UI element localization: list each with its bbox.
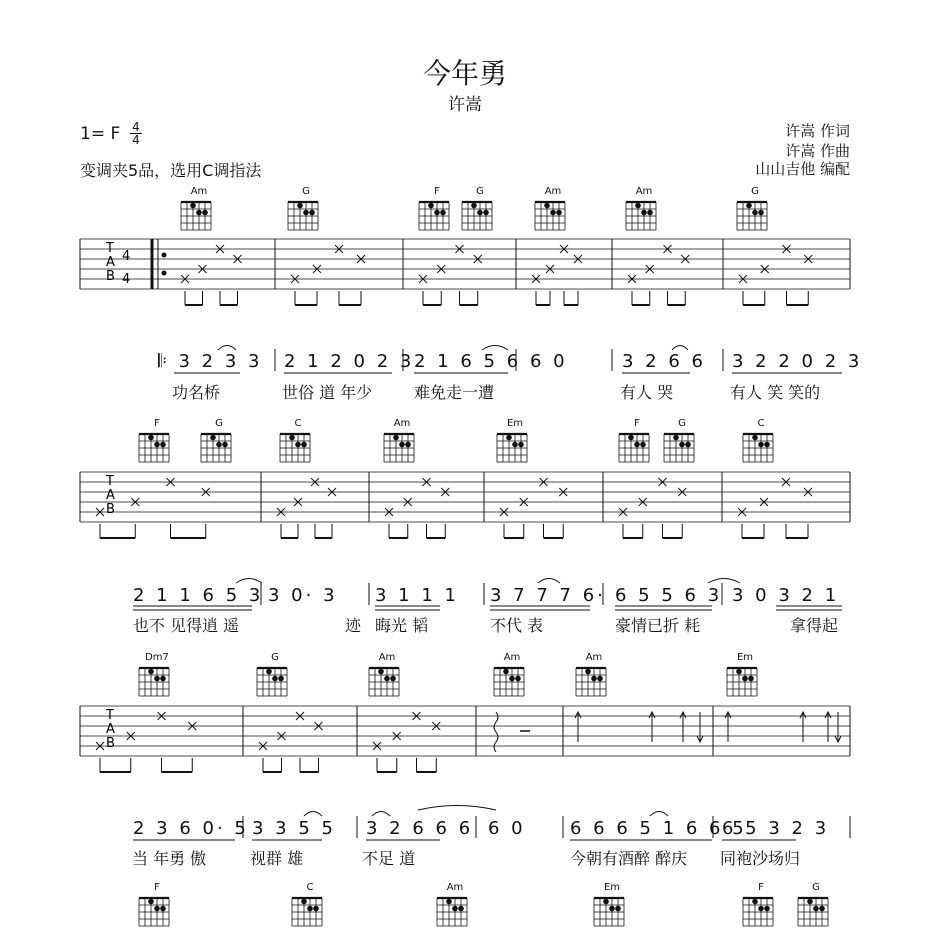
finger-dot <box>641 210 647 216</box>
finger-dot <box>685 442 691 448</box>
chord-name: Am <box>585 652 603 663</box>
tab-clef-letter: B <box>106 502 115 517</box>
finger-dot <box>758 442 764 448</box>
tie-slur <box>708 579 740 584</box>
tie-slur <box>482 346 508 351</box>
chord-name: G <box>812 882 820 893</box>
lyric-line: 同袍沙场归 <box>720 849 801 868</box>
chord-name: G <box>678 418 686 429</box>
finger-dot <box>428 203 434 209</box>
chord-name: Em <box>603 882 621 893</box>
jianpu-measure: 6 0 <box>488 818 526 839</box>
finger-dot <box>190 203 196 209</box>
finger-dot <box>378 669 384 675</box>
chord-diagram <box>737 202 767 230</box>
finger-dot <box>390 676 396 682</box>
chord-name: F <box>758 882 764 893</box>
finger-dot <box>297 203 303 209</box>
tab-clef-letter: T <box>106 241 114 256</box>
chord-name: F <box>154 418 160 429</box>
finger-dot <box>405 442 411 448</box>
finger-dot <box>628 435 634 441</box>
tie-slur <box>218 346 236 351</box>
jianpu-measure: 3 3 5 5 <box>252 818 336 839</box>
finger-dot <box>736 669 742 675</box>
tab-clef-letter: B <box>106 269 115 284</box>
finger-dot <box>301 899 307 905</box>
chord-name: Am <box>503 652 521 663</box>
finger-dot <box>752 210 758 216</box>
tie-slur <box>372 812 390 817</box>
tab-clef-letter: T <box>106 474 114 489</box>
finger-dot <box>440 210 446 216</box>
jianpu-measure: 𝄆 3 2 3 3 <box>158 351 263 372</box>
jianpu-measure: 3 0· 3 <box>268 585 338 606</box>
finger-dot <box>446 899 452 905</box>
jianpu-measure: 2 1 2 0 2 3 <box>284 351 415 372</box>
lyric-line: 难免走一遭 <box>414 383 495 402</box>
chord-diagram <box>437 898 467 926</box>
finger-dot <box>748 676 754 682</box>
chord-name: C <box>294 418 302 429</box>
repeat-dot <box>162 271 167 276</box>
finger-dot <box>303 210 309 216</box>
chord-diagram <box>462 202 492 230</box>
jianpu-measure: 3 2 6 6 <box>622 351 706 372</box>
finger-dot <box>458 906 464 912</box>
chord-diagram <box>664 434 694 462</box>
jianpu-measure: 3 7 7 7 6· <box>490 585 606 606</box>
finger-dot <box>160 442 166 448</box>
finger-dot <box>384 676 390 682</box>
repeat-dot <box>162 253 167 258</box>
jianpu-marks <box>133 346 850 841</box>
finger-dot <box>154 676 160 682</box>
chord-diagram <box>535 202 565 230</box>
jianpu-measure: 6 0 <box>530 351 568 372</box>
finger-dot <box>512 442 518 448</box>
jianpu-measure: 6 6 6 5 1 6 6 5 <box>570 818 747 839</box>
finger-dot <box>399 442 405 448</box>
chord-name: F <box>434 186 440 197</box>
finger-dot <box>278 676 284 682</box>
tab-clef-letter: A <box>106 722 115 737</box>
finger-dot <box>550 210 556 216</box>
finger-dot <box>313 906 319 912</box>
finger-dot <box>148 435 154 441</box>
tab-staff-3 <box>80 706 850 772</box>
finger-dot <box>673 435 679 441</box>
jianpu-measure: 2 1 6 5 6 <box>414 351 522 372</box>
jianpu-measure: 6 5 3 2 3 <box>722 818 830 839</box>
finger-dot <box>307 906 313 912</box>
finger-dot <box>591 676 597 682</box>
finger-dot <box>301 442 307 448</box>
chord-name: Am <box>190 186 208 197</box>
chord-diagrams <box>139 202 828 926</box>
finger-dot <box>556 210 562 216</box>
finger-dot <box>477 210 483 216</box>
finger-dot <box>746 203 752 209</box>
finger-dot <box>752 435 758 441</box>
chord-name: Am <box>393 418 411 429</box>
finger-dot <box>640 442 646 448</box>
finger-dot <box>160 676 166 682</box>
chord-diagram <box>626 202 656 230</box>
finger-dot <box>752 899 758 905</box>
jianpu-measure: 2 1 1 6 5 3 <box>133 585 264 606</box>
credit-arranger: 山山吉他 编配 <box>755 160 850 178</box>
chord-name: Am <box>635 186 653 197</box>
tie-slur <box>650 812 668 817</box>
capo-note: 变调夹5品，选用C调指法 <box>80 161 262 180</box>
lyric-line: 不代 表 <box>490 616 544 635</box>
tab-clef-letter: A <box>106 255 115 270</box>
lyric-line: 也不 见得逍 遥 <box>133 616 240 635</box>
tab-staves <box>80 239 850 772</box>
tab-staff-1 <box>80 239 850 305</box>
time-signature-top: 4 <box>132 120 140 134</box>
chord-diagram <box>201 434 231 462</box>
finger-dot <box>506 435 512 441</box>
finger-dot <box>635 203 641 209</box>
jianpu-measure: 3 2 2 0 2 3 <box>732 351 863 372</box>
chord-diagram <box>727 668 757 696</box>
finger-dot <box>819 906 825 912</box>
jianpu-measure: 3 1 1 1 <box>375 585 459 606</box>
finger-dot <box>289 435 295 441</box>
chord-diagram <box>619 434 649 462</box>
chord-diagram <box>292 898 322 926</box>
finger-dot <box>210 435 216 441</box>
chord-name: Em <box>736 652 754 663</box>
lyric-line: 有人 笑 笑的 <box>730 383 821 402</box>
chord-name: Em <box>506 418 524 429</box>
lyric-line: 拿得起 <box>790 616 839 635</box>
tab-time-bottom: 4 <box>122 272 131 287</box>
time-signature-bottom: 4 <box>132 133 140 147</box>
finger-dot <box>615 906 621 912</box>
chord-diagram <box>743 898 773 926</box>
finger-dot <box>544 203 550 209</box>
lyric-line: 当 年勇 傲 <box>132 849 207 868</box>
lyric-line: 世俗 道 年少 <box>282 383 373 402</box>
chord-name: G <box>302 186 310 197</box>
chord-diagram <box>181 202 211 230</box>
chord-diagram <box>139 898 169 926</box>
finger-dot <box>758 906 764 912</box>
finger-dot <box>154 906 160 912</box>
tab-clef-letter: B <box>106 736 115 751</box>
jianpu-measure: 2 3 6 0· 5 <box>133 818 249 839</box>
finger-dot <box>295 442 301 448</box>
finger-dot <box>222 442 228 448</box>
finger-dot <box>393 435 399 441</box>
lyric-line: 晦光 韬 <box>375 616 429 635</box>
finger-dot <box>503 669 509 675</box>
tie-slur <box>538 579 560 584</box>
finger-dot <box>434 210 440 216</box>
finger-dot <box>452 906 458 912</box>
finger-dot <box>154 442 160 448</box>
finger-dot <box>807 899 813 905</box>
finger-dot <box>813 906 819 912</box>
credit-lyricist: 许嵩 作词 <box>785 122 850 140</box>
tie-slur <box>418 806 496 811</box>
lyric-line: 豪情已折 耗 <box>615 616 701 635</box>
chord-name: Dm7 <box>145 652 169 663</box>
finger-dot <box>160 906 166 912</box>
chord-diagram <box>494 668 524 696</box>
jianpu-measure: 6 5 5 6 3 <box>615 585 723 606</box>
chord-diagram <box>743 434 773 462</box>
chord-diagram <box>139 434 169 462</box>
chord-name: Am <box>544 186 562 197</box>
lyric-line: 今朝有酒醉 醉庆 <box>570 849 688 868</box>
chord-diagram <box>384 434 414 462</box>
chord-diagram <box>497 434 527 462</box>
tie-slur <box>304 812 322 817</box>
chord-name: G <box>215 418 223 429</box>
chord-diagram <box>798 898 828 926</box>
finger-dot <box>471 203 477 209</box>
song-artist: 许嵩 <box>448 95 482 115</box>
credit-composer: 许嵩 作曲 <box>785 142 850 160</box>
chord-name: F <box>154 882 160 893</box>
chord-name: Am <box>446 882 464 893</box>
finger-dot <box>266 669 272 675</box>
chord-name: G <box>271 652 279 663</box>
finger-dot <box>603 899 609 905</box>
tie-slur <box>236 579 262 584</box>
finger-dot <box>585 669 591 675</box>
finger-dot <box>148 899 154 905</box>
chord-diagram <box>419 202 449 230</box>
chord-name: G <box>476 186 484 197</box>
chord-diagram <box>576 668 606 696</box>
finger-dot <box>509 676 515 682</box>
chord-diagram <box>369 668 399 696</box>
finger-dot <box>148 669 154 675</box>
chord-name: G <box>751 186 759 197</box>
finger-dot <box>764 906 770 912</box>
song-title: 今年勇 <box>422 57 507 90</box>
finger-dot <box>764 442 770 448</box>
chord-diagram <box>280 434 310 462</box>
tab-clef-letter: T <box>106 708 114 723</box>
lyric-line: 迹 <box>345 616 362 635</box>
finger-dot <box>202 210 208 216</box>
tab-time-top: 4 <box>122 249 131 264</box>
chord-diagram <box>139 668 169 696</box>
lyric-line: 功名桥 <box>172 383 221 402</box>
chord-name: C <box>757 418 765 429</box>
finger-dot <box>216 442 222 448</box>
finger-dot <box>272 676 278 682</box>
jianpu-measure: 3 0 3 2 1 <box>732 585 840 606</box>
finger-dot <box>758 210 764 216</box>
chord-diagram <box>594 898 624 926</box>
finger-dot <box>196 210 202 216</box>
finger-dot <box>742 676 748 682</box>
finger-dot <box>679 442 685 448</box>
tab-clef-letter: A <box>106 488 115 503</box>
finger-dot <box>634 442 640 448</box>
chord-name: Am <box>378 652 396 663</box>
finger-dot <box>647 210 653 216</box>
finger-dot <box>597 676 603 682</box>
jianpu-measure: 3 2 6 6 6 <box>366 818 474 839</box>
finger-dot <box>518 442 524 448</box>
tab-staff-2 <box>80 472 850 538</box>
chord-diagram <box>257 668 287 696</box>
chord-name: C <box>306 882 314 893</box>
lyric-line: 视群 雄 <box>250 849 304 868</box>
finger-dot <box>515 676 521 682</box>
finger-dot <box>609 906 615 912</box>
finger-dot <box>309 210 315 216</box>
tie-slur <box>672 346 688 351</box>
lyric-line: 有人 哭 <box>620 383 674 402</box>
lyric-line: 不足 道 <box>362 849 416 868</box>
finger-dot <box>483 210 489 216</box>
chord-diagram <box>288 202 318 230</box>
chord-name: F <box>634 418 640 429</box>
key-signature: 1= F <box>80 124 121 144</box>
